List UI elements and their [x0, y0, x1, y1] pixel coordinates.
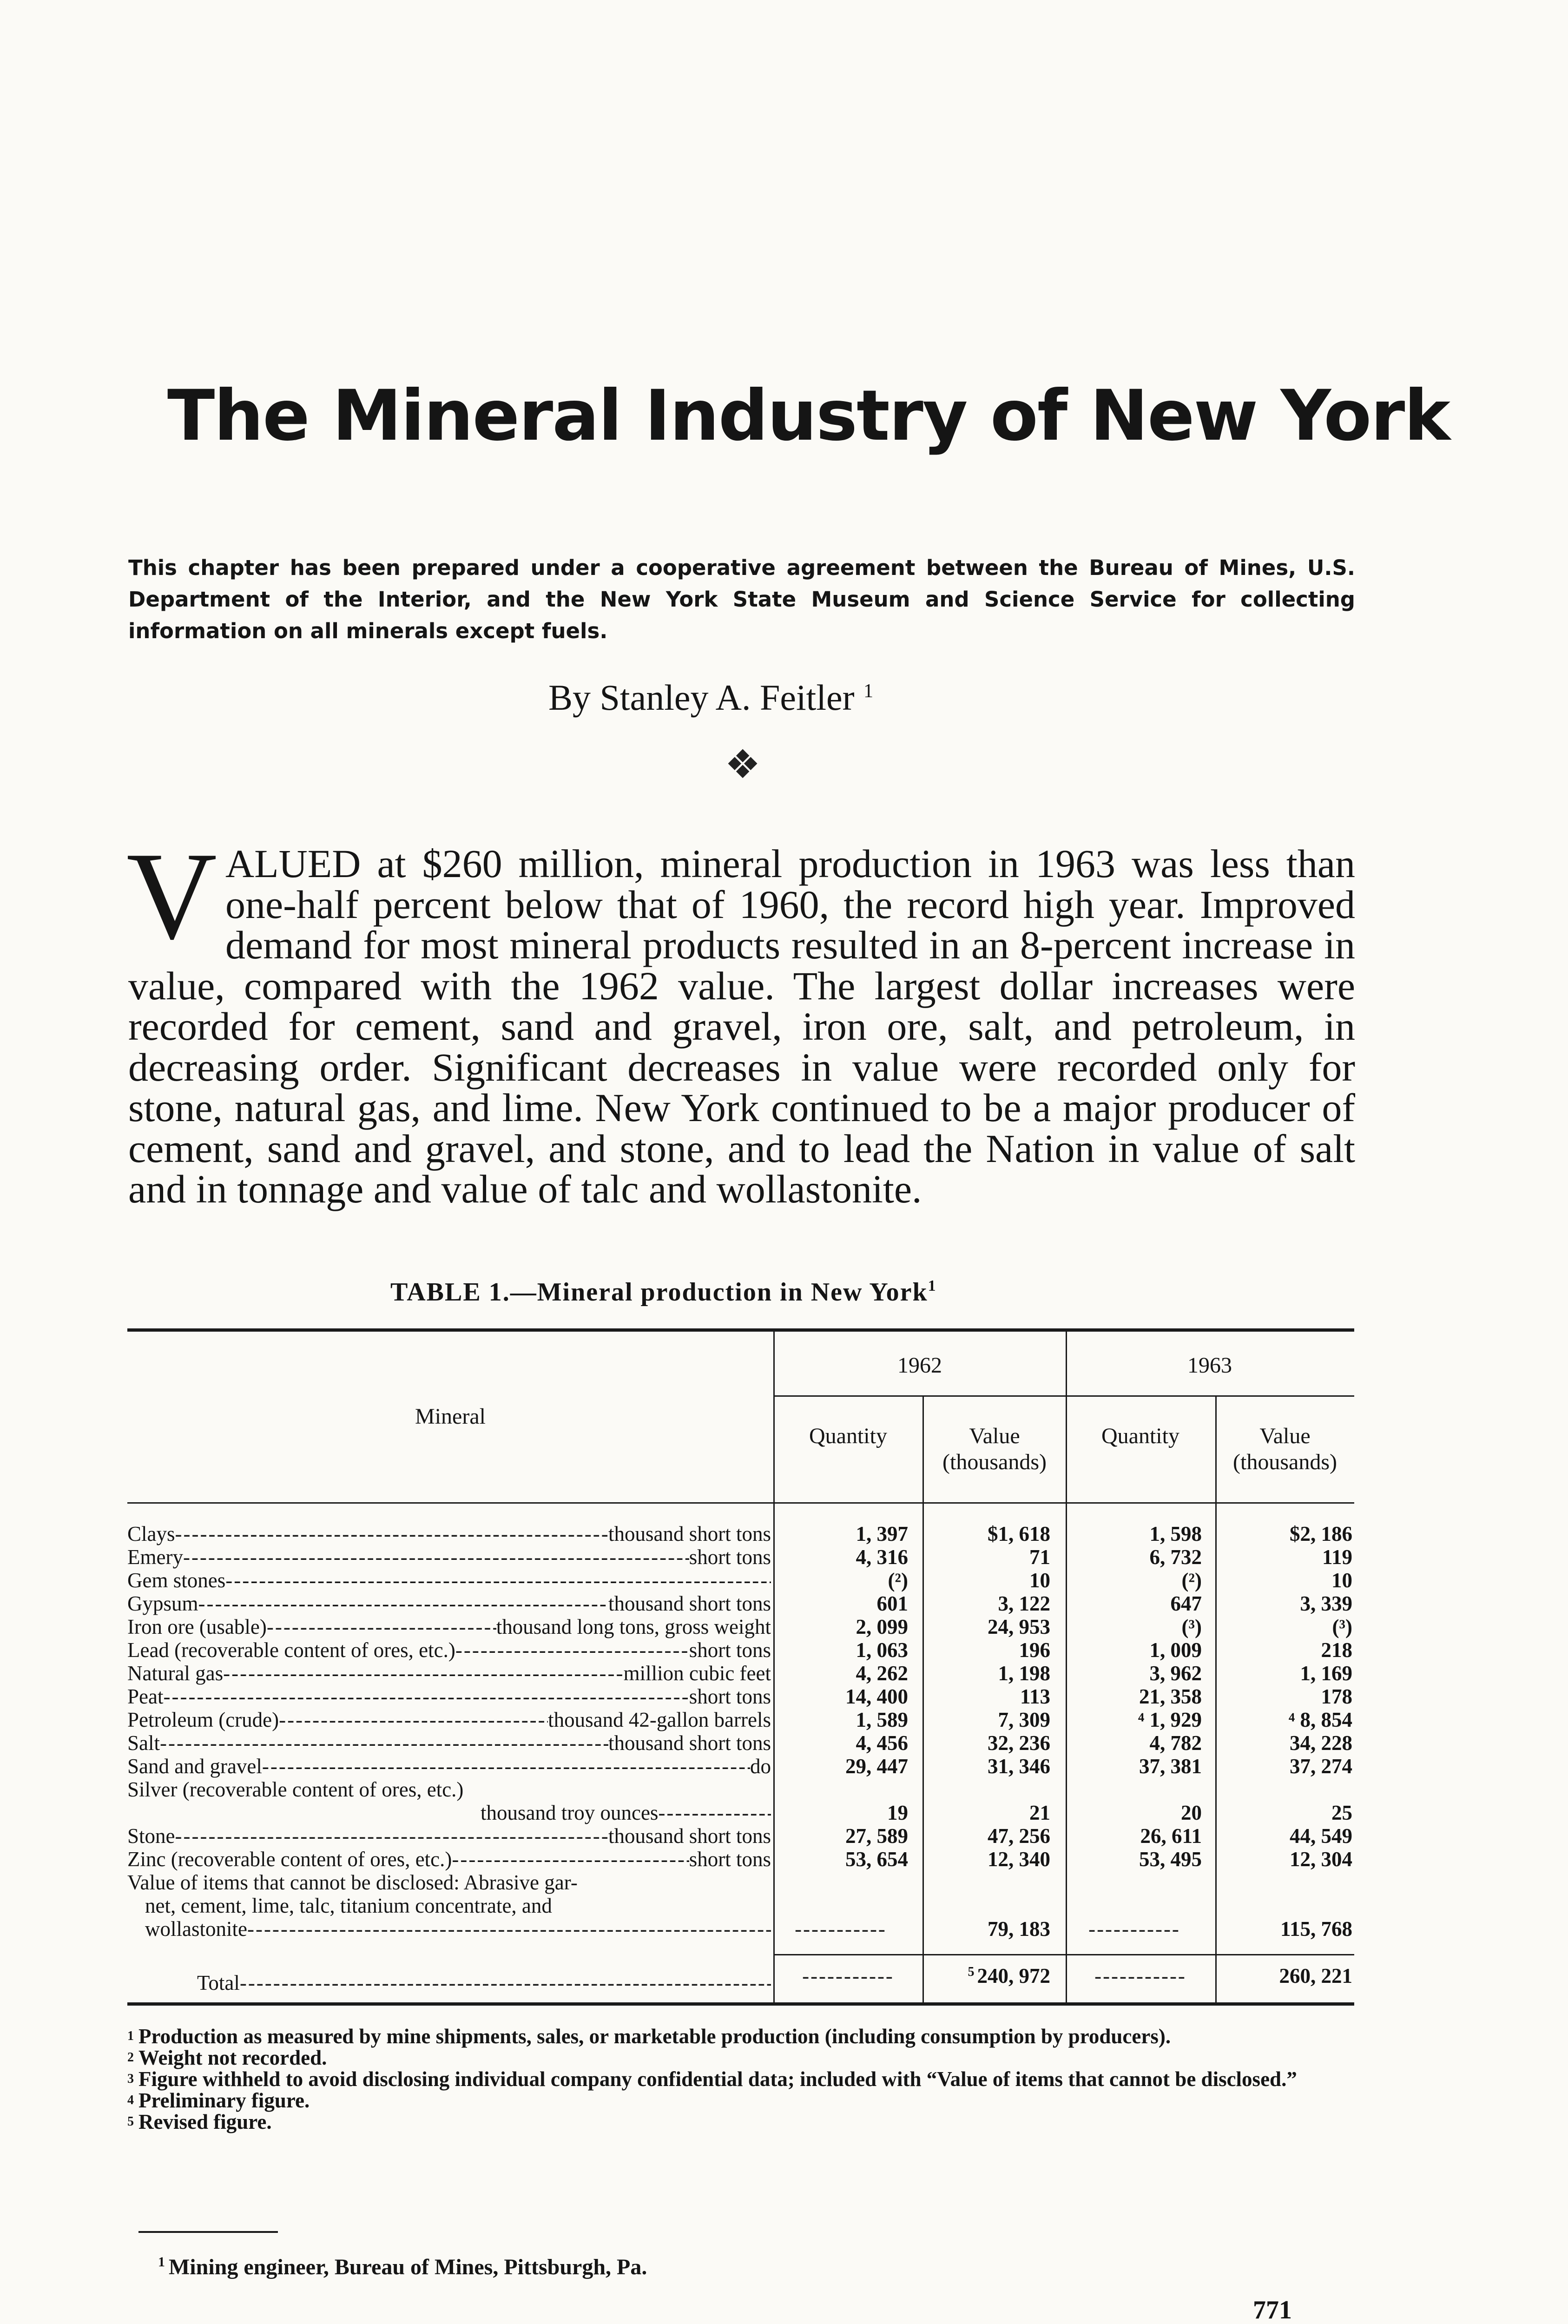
table-row: net, cement, lime, talc, titanium concentrate, and — [145, 1894, 552, 1917]
page-title: The Mineral Industry of New York — [167, 376, 1450, 456]
year-1963-header: 1963 — [1187, 1353, 1232, 1378]
table-row: Value of items that cannot be disclosed: Abrasive gar- — [127, 1871, 578, 1894]
page-number: 771 — [1253, 2296, 1292, 2324]
total-quantity-1962: ----------- — [802, 1964, 894, 1987]
table-row: Sand and gravel ----- do — [127, 1755, 771, 1778]
ornament-icon: ❖ — [725, 742, 761, 787]
column-divider — [1215, 1396, 1217, 2003]
total-row: Total ----- — [127, 1971, 771, 1995]
table-footnotes — [127, 2026, 1354, 2133]
table-row: Clays ----- thousand short tons — [127, 1522, 771, 1545]
table-row: Zinc (recoverable content of ores, etc.) ----- short tons — [127, 1848, 771, 1871]
quantity-1962-column: 1, 397 4, 316 (²) 601 2, 099 1, 063 4, 262 14, 400 1, 589 4, 456 29, 447 19 27, 589 53, 654 ----------- — [795, 1522, 908, 1941]
byline — [548, 677, 1060, 718]
table-row: thousand troy ounces ----- — [127, 1801, 771, 1824]
total-value-1963: 260, 221 — [1279, 1964, 1352, 1987]
quantity-header-1963: Quantity — [1101, 1424, 1179, 1448]
value-1963-column: $2, 186 119 10 3, 339 (³) 218 1, 169 178 ⁴ 8, 854 34, 228 37, 274 25 44, 549 12, 304 115, 768 — [1280, 1522, 1352, 1941]
table-row: Petroleum (crude) ----- thousand 42-gallon barrels — [127, 1708, 771, 1731]
intro-text: ALUED at $260 million, mineral production in 1963 was less than one-half percent below that of 1960, the record high year. Improved demand for most mineral products resulted in an 8-percent increase in value, compared with the 1962 value. The largest dollar increases were recorded for cement, sand and gravel, iron ore, salt, and petroleum, in decreasing order. Significant decreases in value were recorded only for stone, natural gas, and lime. New York continued to be a major producer of cement, sand and gravel, and stone, and to lead the Nation in value of salt and in tonnage and value of talc and wollastonite. — [128, 841, 1355, 1211]
value-header-1962: Value (thousands) — [942, 1424, 1047, 1474]
author-footnote: $^1$ Mining engineer, Bureau of Mines, Pittsburgh, Pa. — [158, 2254, 647, 2279]
table-title-mark: 1 — [928, 1277, 937, 1294]
value-1962-column: $1, 618 71 10 3, 122 24, 953 196 1, 198 113 7, 309 32, 236 31, 346 21 47, 256 12, 340 79, 183 — [988, 1522, 1050, 1941]
cooperative-agreement-note: This chapter has been prepared under a cooperative agreement between the Bureau of Mines, U.S. Department of the Interior, and the New York State Museum and Science Service for collecting information on all minerals except fuels. — [128, 555, 1355, 643]
total-quantity-1963: ----------- — [1094, 1964, 1186, 1987]
column-divider — [922, 1396, 924, 2003]
table-top-rule — [127, 1328, 1354, 1332]
drop-cap: V — [126, 826, 217, 965]
author-note-rule — [138, 2231, 278, 2233]
table-row: Stone ----- thousand short tons — [127, 1824, 771, 1848]
table-row: wollastonite ----- — [127, 1917, 771, 1941]
total-value-1962: $^5$ 240, 972 — [968, 1964, 1050, 1987]
table-row: Lead (recoverable content of ores, etc.) ----- short tons — [127, 1638, 771, 1662]
table-row: Gem stones ----- — [127, 1569, 771, 1592]
footnote: $^1$ Production as measured by mine shipments, sales, or marketable production (including consumption by producers). — [127, 2025, 1171, 2048]
table-row: Peat ----- short tons — [127, 1685, 771, 1708]
footnote: $^5$ Revised figure. — [127, 2110, 272, 2133]
footnote: $^2$ Weight not recorded. — [127, 2046, 327, 2069]
intro-paragraph — [126, 826, 1355, 1211]
value-header-1963: Value (thousands) — [1233, 1424, 1337, 1474]
footnote: $^3$ Figure withheld to avoid disclosing individual company confidential data; included with “Value of items that cannot be disclosed.” — [127, 2067, 1297, 2091]
total-top-rule — [773, 1954, 1354, 1955]
footnote: $^4$ Preliminary figure. — [127, 2089, 310, 2112]
table-row: Natural gas ----- million cubic feet — [127, 1662, 771, 1685]
quantity-header-1962: Quantity — [809, 1424, 887, 1448]
table-row: Salt ----- thousand short tons — [127, 1731, 771, 1755]
quantity-1963-column: 1, 598 6, 732 (²) 647 (³) 1, 009 3, 962 21, 358 ⁴ 1, 929 4, 782 37, 381 20 26, 611 53, 495 ----------- — [1088, 1522, 1202, 1941]
table-row: Iron ore (usable) ----- thousand long tons, gross weight — [127, 1615, 771, 1638]
header-bottom-rule — [127, 1502, 1354, 1504]
table-title: TABLE 1.—Mineral production in New York$^1$ — [390, 1277, 937, 1307]
year-1962-header: 1962 — [897, 1353, 942, 1378]
table-row: Silver (recoverable content of ores, etc.) — [127, 1778, 464, 1801]
author-name: By Stanley A. Feitler — [548, 677, 855, 718]
mineral-names-column — [127, 1522, 771, 1941]
table-row: Emery ----- short tons — [127, 1545, 771, 1569]
table-row: Gypsum ----- thousand short tons — [127, 1592, 771, 1615]
year-group-rule — [773, 1395, 1354, 1397]
mineral-column-header: Mineral — [415, 1404, 486, 1429]
author-footnote-mark: 1 — [863, 680, 874, 702]
table-bottom-rule — [127, 2002, 1354, 2006]
